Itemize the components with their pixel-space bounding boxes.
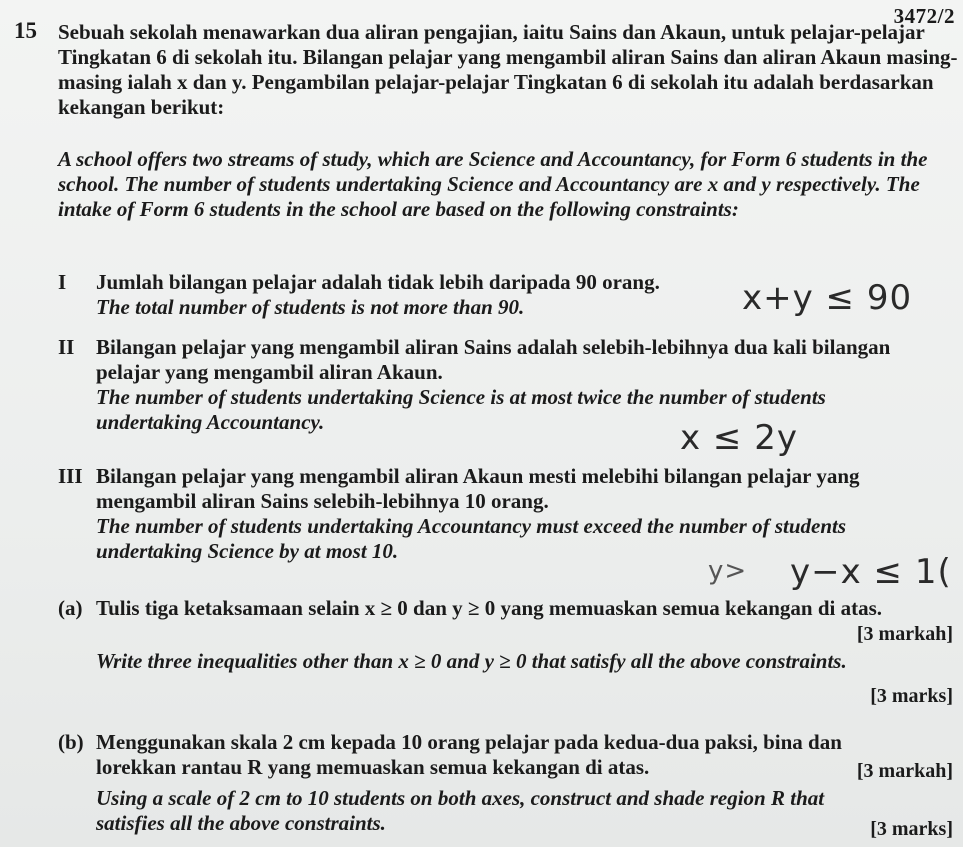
constraint-2-label: II xyxy=(58,335,75,359)
paper-code: 3472/2 xyxy=(893,4,955,28)
constraint-2-malay: Bilangan pelajar yang mengambil aliran Sains adalah selebih-lebihnya dua kali bilangan pelajar yang mengambil aliran Akaun. xyxy=(96,335,891,384)
constraint-3-handwriting: y−x ≤ 1( xyxy=(790,552,952,592)
constraint-1-english: The total number of students is not more than 90. xyxy=(96,295,525,319)
intro-english: A school offers two streams of study, which are Science and Accountancy, for Form 6 students in the school. The number of students undertaking Science and Accountancy are x and y respectively. The intake of Form 6 students in the school are based on the following constraints: xyxy=(58,147,928,221)
part-b-malay: Menggunakan skala 2 cm kepada 10 orang pelajar pada kedua-dua paksi, bina dan lorekkan rantau R yang memuaskan semua kekangan di atas. xyxy=(96,730,842,779)
constraint-3-english: The number of students undertaking Accountancy must exceed the number of students undertaking Science by at most 10. xyxy=(96,514,847,563)
constraint-1-label: I xyxy=(58,270,67,294)
part-a-marks-english: [3 marks] xyxy=(870,685,953,707)
constraint-2-english: The number of students undertaking Science is at most twice the number of students undertaking Accountancy. xyxy=(96,385,826,434)
part-b-marks-english: [3 marks] xyxy=(870,818,953,840)
constraint-1-handwriting: x+y ≤ 90 xyxy=(742,278,913,318)
part-a-malay: Tulis tiga ketaksamaan selain x ≥ 0 dan y ≥ 0 yang memuaskan semua kekangan di atas. xyxy=(96,596,883,620)
constraint-3-label: III xyxy=(58,464,83,488)
intro-malay: Sebuah sekolah menawarkan dua aliran pengajian, iaitu Sains dan Akaun, untuk pelajar-pelajar Tingkatan 6 di sekolah itu. Bilangan pelajar yang mengambil aliran Sains dan aliran Akaun masing-masing ialah x dan y. Pengambilan pelajar-pelajar Tingkatan 6 di sekolah itu adalah berdasarkan kekangan berikut: xyxy=(58,20,958,119)
constraint-3-malay: Bilangan pelajar yang mengambil aliran Akaun mesti melebihi bilangan pelajar yang mengambil aliran Sains selebih-lebihnya 10 orang. xyxy=(96,464,860,513)
constraint-3-scratch: y> xyxy=(708,556,748,586)
part-b-english: Using a scale of 2 cm to 10 students on both axes, construct and shade region R that satisfies all the above constraints. xyxy=(96,786,825,835)
question-number: 15 xyxy=(14,18,37,43)
constraint-1-malay: Jumlah bilangan pelajar adalah tidak lebih daripada 90 orang. xyxy=(96,270,660,294)
part-b-marks-malay: [3 markah] xyxy=(856,760,953,782)
part-a-marks-malay: [3 markah] xyxy=(856,623,953,645)
part-a-english: Write three inequalities other than x ≥ 0 and y ≥ 0 that satisfy all the above constraints. xyxy=(96,649,847,673)
constraint-2-handwriting: x ≤ 2y xyxy=(680,418,798,458)
part-a-label: (a) xyxy=(58,596,83,620)
part-b-label: (b) xyxy=(58,730,84,754)
